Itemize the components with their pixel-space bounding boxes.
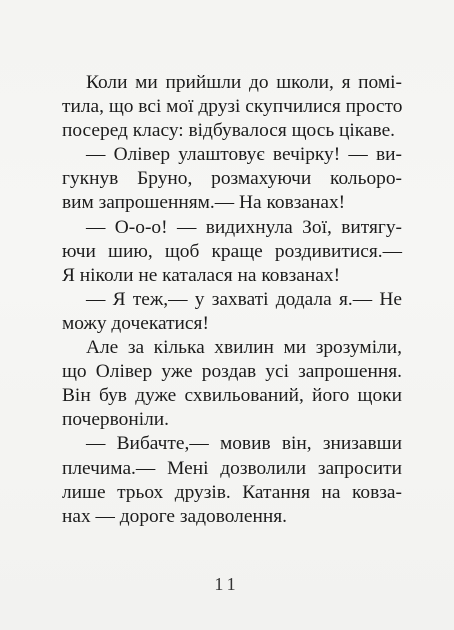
text-line: — О-о-о! — видихнула Зої, витягу- — [86, 216, 402, 238]
text-line: можу дочекатися! — [62, 312, 209, 334]
text-line: Коли ми прийшли до школи, я помі- — [86, 72, 402, 93]
text-line: — Вибачте,— мовив він, знизавши — [86, 433, 402, 455]
text-line: — Я теж,— у захваті додала я.— Не — [86, 288, 402, 310]
text-line: Він був дуже схвильований, його щоки — [62, 385, 402, 407]
text-line: гукнув Бруно, розмахуючи кольоро- — [62, 168, 402, 190]
text-line: нах — дороге задоволення. — [62, 505, 287, 527]
text-line: Я ніколи не каталася на ковзанах! — [62, 264, 341, 286]
text-line: Але за кілька хвилин ми зрозуміли, — [86, 337, 402, 359]
text-line: лише трьох друзів. Катання на ковза- — [62, 481, 402, 503]
text-line: почервоніли. — [62, 409, 170, 431]
body-text — [62, 71, 402, 529]
text-line: що Олівер уже роздав усі запрошення. — [62, 361, 402, 383]
text-line: ючи шию, щоб краще роздивитися.— — [62, 240, 402, 262]
text-line: тила, що всі мої друзі скупчилися просто — [62, 96, 403, 118]
text-line: вим запрошенням.— На ковзанах! — [62, 192, 346, 214]
text-line: — Олівер улаштовує вечірку! — ви- — [86, 144, 402, 166]
text-line: посеред класу: відбувалося щось цікаве. — [62, 120, 396, 142]
text-line: плечима.— Мені дозволили запросити — [62, 457, 402, 479]
page-number: 11 — [214, 574, 240, 594]
